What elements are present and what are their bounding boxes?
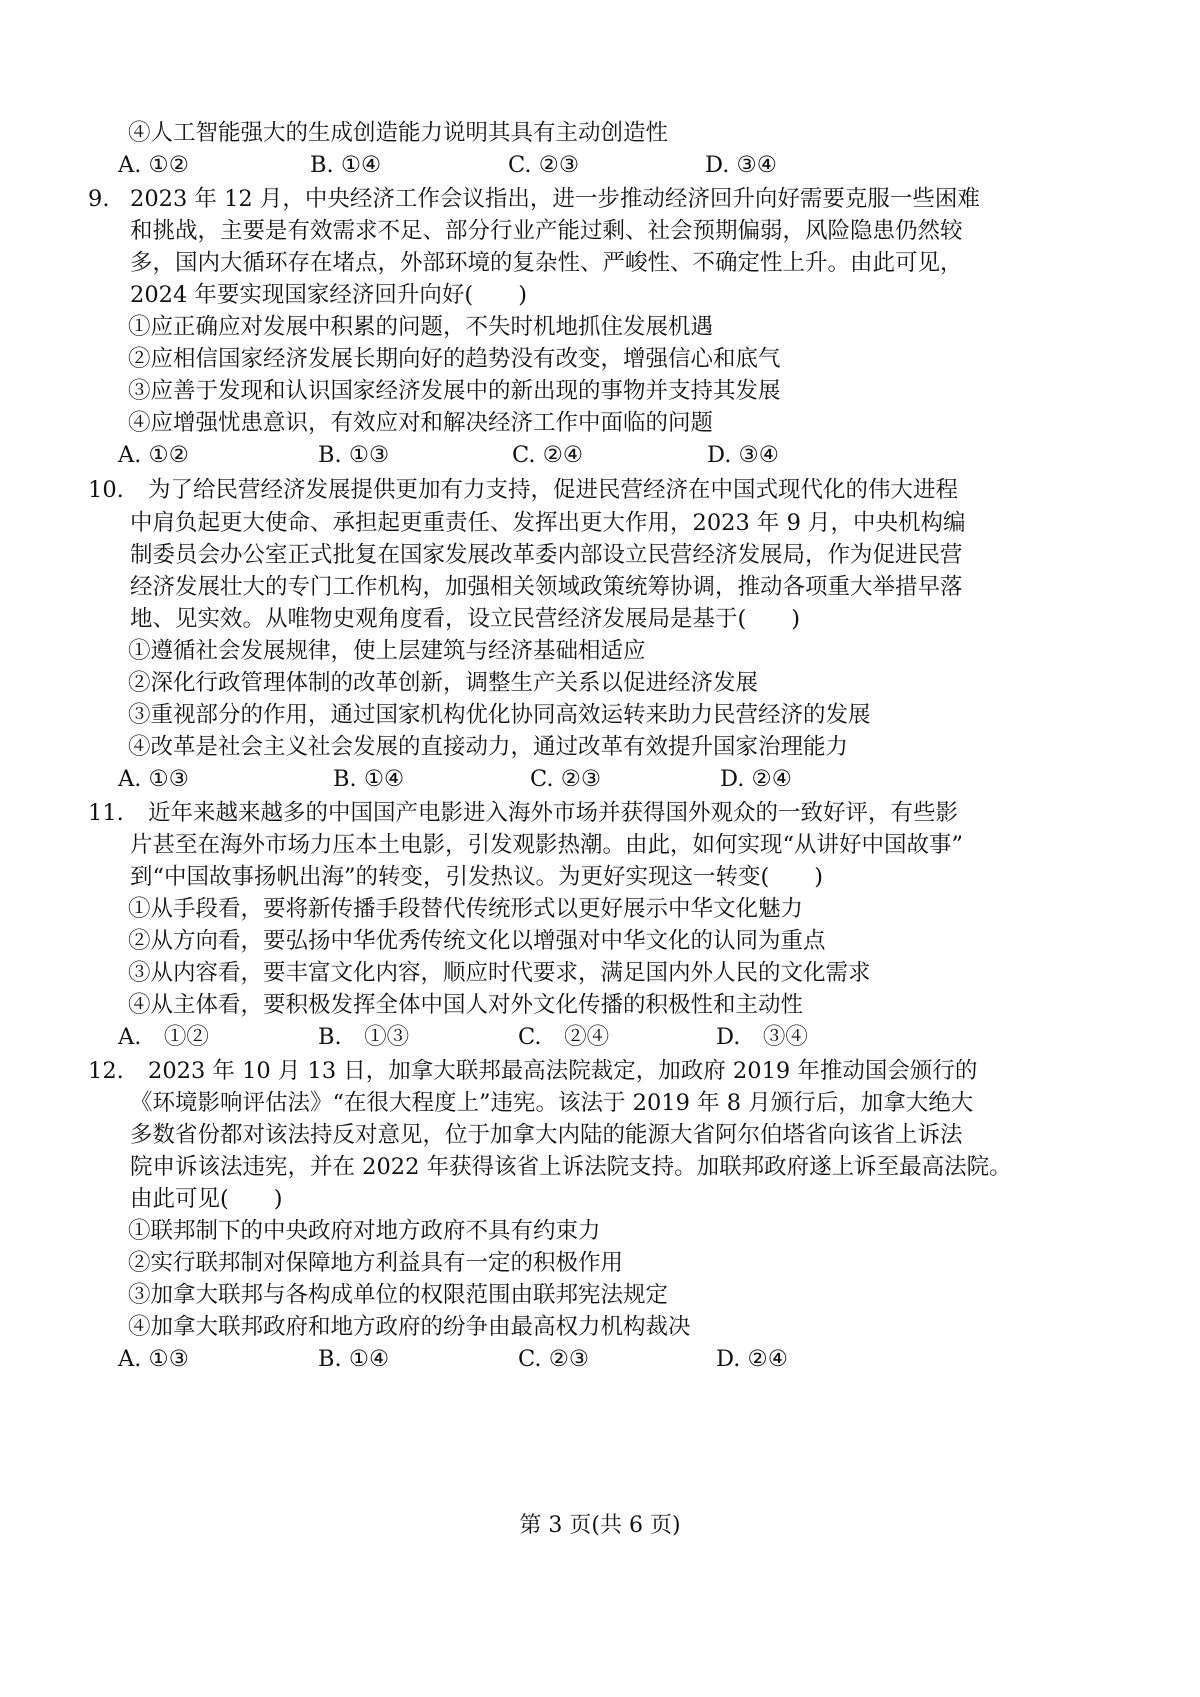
q12-option-a: A. ①③ — [118, 1346, 189, 1372]
q10-stem-line: 制委员会办公室正式批复在国家发展改革委内部设立民营经济发展局，作为促进民营 — [130, 542, 963, 568]
q9-statement: ①应正确应对发展中积累的问题，不失时机地抓住发展机遇 — [128, 314, 714, 340]
q10-option-b: B. ①④ — [333, 766, 405, 792]
q12-statement: ①联邦制下的中央政府对地方政府不具有约束力 — [128, 1218, 601, 1244]
q10-statement: ①遵循社会发展规律，使上层建筑与经济基础相适应 — [128, 638, 646, 664]
q12-statement: ②实行联邦制对保障地方利益具有一定的积极作用 — [128, 1250, 624, 1276]
page-footer: 第 3 页(共 6 页) — [519, 1513, 681, 1538]
q12-stem-line: 多数省份都对该法持反对意见，位于加拿大内陆的能源大省阿尔伯塔省向该省上诉法 — [130, 1122, 963, 1148]
q10-number: 10. — [88, 477, 124, 503]
q9-stem-line: 多，国内大循环存在堵点，外部环境的复杂性、严峻性、不确定性上升。由此可见， — [130, 250, 963, 276]
q10-option-a: A. ①③ — [118, 766, 189, 792]
q9-number: 9. — [88, 186, 110, 212]
q11-number: 11. — [88, 800, 124, 826]
q10-option-d: D. ②④ — [720, 766, 792, 792]
q8-option-c: C. ②③ — [508, 152, 580, 178]
q11-statement: ①从手段看，要将新传播手段替代传统形式以更好展示中华文化魅力 — [128, 896, 804, 922]
q12-stem-line: 院申诉该法违宪，并在 2022 年获得该省上诉法院支持。加联邦政府遂上诉至最高法院。 — [130, 1154, 1012, 1180]
q9-stem-line: 2024 年要实现国家经济回升向好( ) — [130, 282, 527, 308]
q11-option-b: B. ①③ — [318, 1024, 410, 1050]
q11-option-d: D. ③④ — [716, 1024, 808, 1050]
q12-number: 12. — [88, 1058, 124, 1084]
q9-statement: ④应增强忧患意识，有效应对和解决经济工作中面临的问题 — [128, 410, 714, 436]
q8-statement-4: ④人工智能强大的生成创造能力说明其具有主动创造性 — [128, 120, 669, 146]
q10-stem-line: 中肩负起更大使命、承担起更重责任、发挥出更大作用，2023 年 9 月，中央机构编 — [130, 510, 966, 536]
q8-option-a: A. ①② — [118, 152, 189, 178]
q10-stem-line: 为了给民营经济发展提供更加有力支持，促进民营经济在中国式现代化的伟大进程 — [148, 477, 959, 503]
q10-stem-line: 地、见实效。从唯物史观角度看，设立民营经济发展局是基于( ) — [130, 606, 801, 632]
q12-stem-line: 由此可见( ) — [130, 1186, 283, 1212]
q9-option-d: D. ③④ — [707, 442, 779, 468]
q9-statement: ②应相信国家经济发展长期向好的趋势没有改变，增强信心和底气 — [128, 346, 781, 372]
q12-stem-line: 2023 年 10 月 13 日，加拿大联邦最高法院裁定，加政府 2019 年推动国会颁行的 — [148, 1058, 978, 1084]
q8-option-b: B. ①④ — [310, 152, 382, 178]
q11-stem-line: 到“中国故事扬帆出海”的转变，引发热议。为更好实现这一转变( ) — [130, 864, 824, 890]
q11-option-a: A. ①② — [118, 1024, 209, 1050]
q11-statement: ④从主体看，要积极发挥全体中国人对外文化传播的积极性和主动性 — [128, 992, 804, 1018]
q11-option-c: C. ②④ — [518, 1024, 610, 1050]
q8-option-d: D. ③④ — [705, 152, 777, 178]
q9-stem-line: 和挑战，主要是有效需求不足、部分行业产能过剩、社会预期偏弱，风险隐患仍然较 — [130, 218, 963, 244]
q9-option-b: B. ①③ — [318, 442, 390, 468]
q11-statement: ②从方向看，要弘扬中华优秀传统文化以增强对中华文化的认同为重点 — [128, 928, 826, 954]
q9-stem-line: 2023 年 12 月，中央经济工作会议指出，进一步推动经济回升向好需要克服一些困难 — [130, 186, 980, 212]
q12-statement: ④加拿大联邦政府和地方政府的纷争由最高权力机构裁决 — [128, 1314, 691, 1340]
q10-stem-line: 经济发展壮大的专门工作机构，加强相关领域政策统筹协调，推动各项重大举措早落 — [130, 574, 963, 600]
q12-option-b: B. ①④ — [318, 1346, 390, 1372]
q11-statement: ③从内容看，要丰富文化内容，顺应时代要求，满足国内外人民的文化需求 — [128, 960, 871, 986]
q12-option-c: C. ②③ — [518, 1346, 590, 1372]
q10-statement: ④改革是社会主义社会发展的直接动力，通过改革有效提升国家治理能力 — [128, 734, 849, 760]
q12-statement: ③加拿大联邦与各构成单位的权限范围由联邦宪法规定 — [128, 1282, 669, 1308]
q10-option-c: C. ②③ — [530, 766, 602, 792]
q11-stem-line: 近年来越来越多的中国国产电影进入海外市场并获得国外观众的一致好评，有些影 — [148, 800, 959, 826]
q10-statement: ②深化行政管理体制的改革创新，调整生产关系以促进经济发展 — [128, 670, 759, 696]
q9-statement: ③应善于发现和认识国家经济发展中的新出现的事物并支持其发展 — [128, 378, 781, 404]
q12-option-d: D. ②④ — [716, 1346, 788, 1372]
q11-stem-line: 片甚至在海外市场力压本土电影，引发观影热潮。由此，如何实现“从讲好中国故事” — [130, 832, 964, 858]
q10-statement: ③重视部分的作用，通过国家机构优化协同高效运转来助力民营经济的发展 — [128, 702, 871, 728]
q12-stem-line: 《环境影响评估法》“在很大程度上”违宪。该法于 2019 年 8 月颁行后，加拿大绝大 — [130, 1090, 974, 1116]
q9-option-c: C. ②④ — [512, 442, 584, 468]
q9-option-a: A. ①② — [118, 442, 189, 468]
